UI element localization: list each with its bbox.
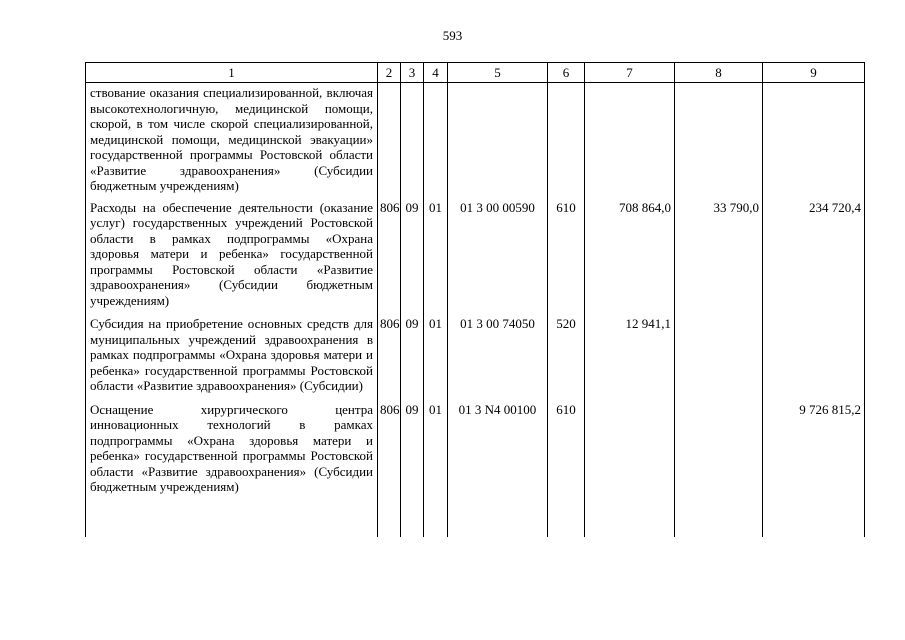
column-header: 4 xyxy=(424,63,448,83)
cell-expense-type: 610 xyxy=(548,396,585,497)
row-description: Оснащение хирургического центра инновационных технологий в рамках подпрограммы «Охрана здоровья матери и ребенка» государственной программы Ростовской области «Развитие здравоохранения» (Субсидии бюджетным учреждениям) xyxy=(86,396,378,497)
cell-target-article xyxy=(448,83,548,194)
cell-section: 09 xyxy=(401,194,424,311)
cell-ministry-code: 806 xyxy=(378,396,401,497)
cell-amount-col9: 234 720,4 xyxy=(763,194,865,311)
cell-amount-col9 xyxy=(763,83,865,194)
row-description: Расходы на обеспечение деятельности (оказание услуг) государственных учреждений Ростовской области в рамках подпрограммы «Охрана здоровья матери и ребенка» государственной программы Ростовской области «Развитие здравоохранения» (Субсидии бюджетным учреждениям) xyxy=(86,194,378,311)
cell-amount-col7: 708 864,0 xyxy=(585,194,675,311)
table-row xyxy=(86,396,865,497)
page-number: 593 xyxy=(442,28,463,43)
cell-ministry-code: 806 xyxy=(378,194,401,311)
column-header: 2 xyxy=(378,63,401,83)
cell-target-article: 01 3 00 00590 xyxy=(448,194,548,311)
cell-amount-col8 xyxy=(675,310,763,396)
column-header: 3 xyxy=(401,63,424,83)
cell-amount-col7 xyxy=(585,83,675,194)
budget-table xyxy=(85,62,865,537)
cell-amount-col9 xyxy=(763,310,865,396)
cell-amount-col8: 33 790,0 xyxy=(675,194,763,311)
cell-amount-col8 xyxy=(675,396,763,497)
cell-section: 09 xyxy=(401,310,424,396)
column-header: 1 xyxy=(86,63,378,83)
cell-ministry-code xyxy=(378,83,401,194)
cell-amount-col8 xyxy=(675,83,763,194)
cell-target-article: 01 3 N4 00100 xyxy=(448,396,548,497)
cell-amount-col7: 12 941,1 xyxy=(585,310,675,396)
cell-section xyxy=(401,83,424,194)
cell-subsection: 01 xyxy=(424,194,448,311)
cell-amount-col9: 9 726 815,2 xyxy=(763,396,865,497)
column-header: 9 xyxy=(763,63,865,83)
cell-expense-type xyxy=(548,83,585,194)
row-description: Субсидия на приобретение основных средств для муниципальных учреждений здравоохранения в рамках подпрограммы «Охрана здоровья матери и ребенка» государственной программы Ростовской области «Развитие здравоохранения» (Субсидии) xyxy=(86,310,378,396)
cell-subsection: 01 xyxy=(424,396,448,497)
column-header: 7 xyxy=(585,63,675,83)
cell-expense-type: 520 xyxy=(548,310,585,396)
cell-expense-type: 610 xyxy=(548,194,585,311)
cell-amount-col7 xyxy=(585,396,675,497)
row-description: ствование оказания специализированной, включая высокотехнологичную, медицинской помощи, скорой, в том числе скорой специализированной, медицинской помощи, медицинской эвакуации» государственной программы Ростовской области «Развитие здравоохранения» (Субсидии бюджетным учреждениям) xyxy=(86,83,378,194)
cell-target-article: 01 3 00 74050 xyxy=(448,310,548,396)
cell-subsection: 01 xyxy=(424,310,448,396)
cell-subsection xyxy=(424,83,448,194)
column-header: 5 xyxy=(448,63,548,83)
table-row xyxy=(86,310,865,396)
column-header: 6 xyxy=(548,63,585,83)
table-continuation xyxy=(86,497,865,537)
cell-ministry-code: 806 xyxy=(378,310,401,396)
table-row xyxy=(86,194,865,311)
cell-section: 09 xyxy=(401,396,424,497)
column-header: 8 xyxy=(675,63,763,83)
header-row xyxy=(86,63,865,83)
table-row xyxy=(86,83,865,194)
